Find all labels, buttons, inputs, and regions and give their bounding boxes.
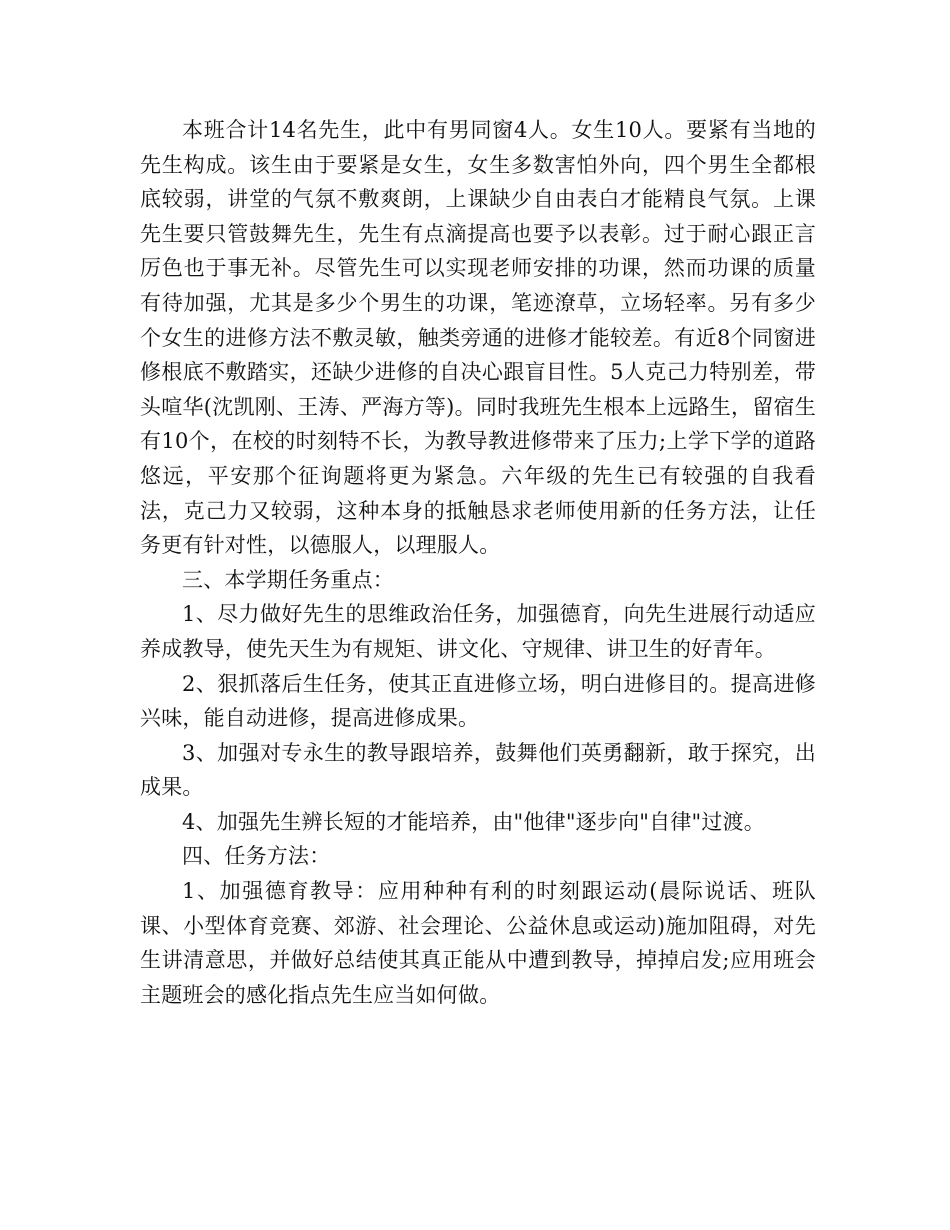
paragraph-task-4: 4、加强先生辨长短的才能培养，由"他律"逐步向"自律"过渡。 bbox=[182, 809, 765, 834]
paragraph-method-1: 1、加强德育教导：应用种种有利的时刻跟运动(晨际说话、班队课、小型体育竞赛、郊游、社会理论、公益休息或运动)施加阻碍，对先生讲清意思，并做好总结使其真正能从中遭到教导，掉掉启发;应用班会主题班会的感化指点先生应当如何做。 bbox=[140, 879, 816, 1007]
document-body bbox=[140, 113, 816, 1012]
paragraph-task-2: 2、狠抓落后生任务，使其正直进修立场，明白进修目的。提高进修兴味，能自动进修，提高进修成果。 bbox=[140, 671, 816, 731]
section-heading-methods: 四、任务方法： bbox=[182, 844, 331, 869]
paragraph-class-overview: 本班合计14名先生，此中有男同窗4人。女生10人。要紧有当地的先生构成。该生由于要紧是女生，女生多数害怕外向，四个男生全都根底较弱，讲堂的气氛不敷爽朗，上课缺少自由表白才能精良气氛。上课先生要只管鼓舞先生，先生有点滴提高也要予以表彰。过于耐心跟正言厉色也于事无补。尽管先生可以实现老师安排的功课，然而功课的质量有待加强，尤其是多少个男生的功课，笔迹潦草，立场轻率。另有多少个女生的进修方法不敷灵敏，触类旁通的进修才能较差。有近8个同窗进修根底不敷踏实，还缺少进修的自决心跟盲目性。5人克己力特别差，带头喧华(沈凯刚、王涛、严海方等)。同时我班先生根本上远路生，留宿生有10个，在校的时刻特不长，为教导教进修带来了压力;上学下学的道路悠远，平安那个征询题将更为紧急。六年级的先生已有较强的自我看法，克己力又较弱，这种本身的抵触恳求老师使用新的任务方法，让任务更有针对性，以德服人，以理服人。 bbox=[140, 118, 816, 558]
paragraph-task-1: 1、尽力做好先生的思维政治任务，加强德育，向先生进展行动适应养成教导，使先天生为有规矩、讲文化、守规律、讲卫生的好青年。 bbox=[140, 602, 816, 661]
section-heading-key-tasks: 三、本学期任务重点： bbox=[182, 567, 394, 592]
paragraph-task-3: 3、加强对专永生的教导跟培养，鼓舞他们英勇翻新，敢于探究，出成果。 bbox=[140, 740, 816, 800]
